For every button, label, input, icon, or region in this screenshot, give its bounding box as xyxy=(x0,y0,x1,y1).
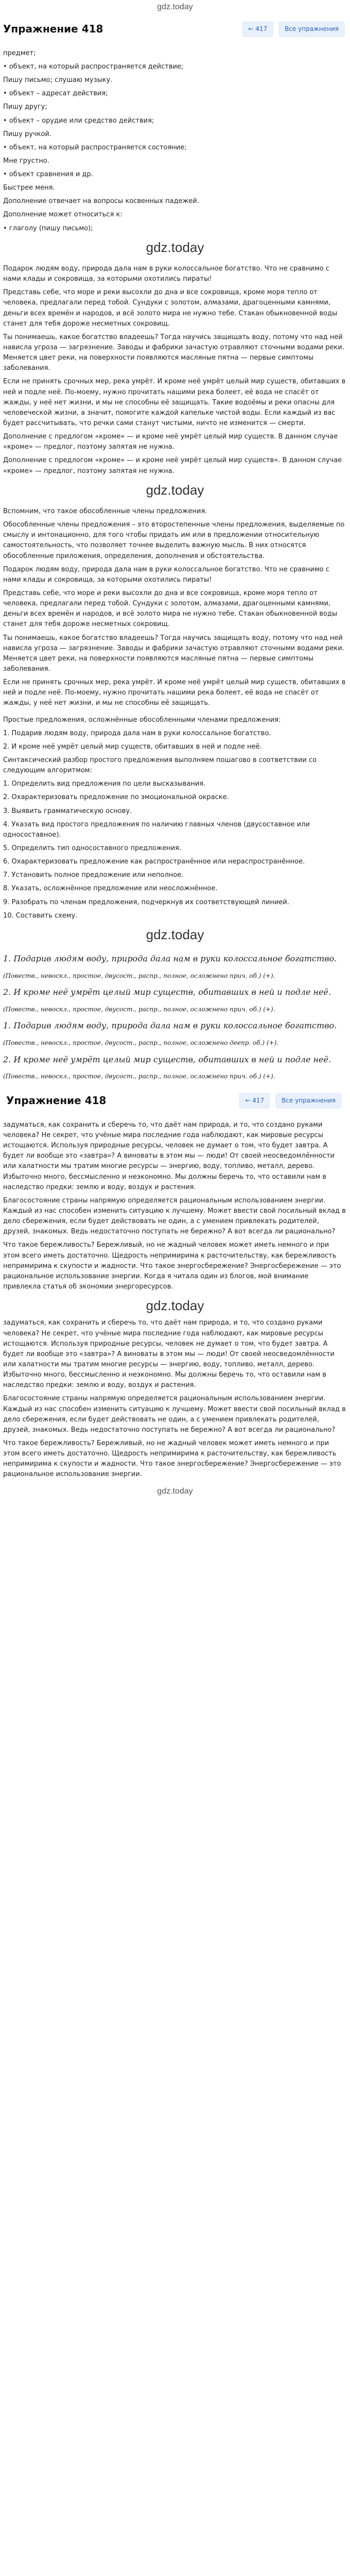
text-line: Синтаксический разбор простого предложения выполняем пошагово в соответствии со следующим алгоритмом: xyxy=(3,756,317,775)
exercise-header xyxy=(0,14,350,42)
paragraph: Представь себе, что море и реки высохли до дна и все сокровища, кроме моря тепло от человека, предлагали перед тобой. Сундуки с золотом, алмазами, драгоценными камнями, деньги всех времён и народов, и всё золото мира не нужно тебе. Стакан обыкновенной воды станет для тебя дороже несметных сокровищ. xyxy=(3,589,338,629)
text-line: Пишу ручкой. xyxy=(3,130,51,138)
paragraph: Ты понимаешь, какое богатство владеешь? Тогда научись защищать воду, потому что над ней нависла угроза — загрязнение. Заводы и фабрики зачастую отравляют сточными водами реки. Меняется цвет реки, на поверхности появляются масляные пятна — первые симптомы заболевания. xyxy=(3,333,344,372)
paragraph: Подарок людям воду, природа дала нам в руки колоссальное богатство. Что не сравнимо с нами клады и сокровища, за которыми охотились пираты! xyxy=(3,565,329,584)
hand-note: (Повеств., невоскл., простое, двусост., распр., полное, осложнено прич. об.) (+). xyxy=(3,1005,275,1013)
list-item: 6. Охарактеризовать предложение как распространённое или нераспространённое. xyxy=(3,858,305,866)
handwritten-analysis xyxy=(3,951,347,1082)
paragraphs-block xyxy=(3,264,347,477)
paragraph: Дополнение с предлогом «кроме» — и кроме неё умрёт целый мир существ». В данном случае «кроме» — предлог, поэтому запятая не нужна. xyxy=(3,456,342,475)
nav-group-repeat xyxy=(239,1093,342,1109)
list-item: 3. Выявить грамматическую основу. xyxy=(3,807,132,815)
hand-line: 1. Подарив людям воду, природа дала нам в руки колоссальное богатство. xyxy=(3,1021,337,1031)
paragraph: Ты понимаешь, какое богатство владеешь? Тогда научись защищать воду, потому что над ней нависла угроза — загрязнение. Заводы и фабрики зачастую отравляют сточными водами реки. Меняется цвет реки, на поверхности появляются масляные пятна — первые симптомы заболевания. xyxy=(3,634,344,673)
hand-note: (Повеств., невоскл., простое, двусост., распр., полное, осложнено деепр. об.) (+). xyxy=(3,1039,279,1046)
prev-exercise-button[interactable]: ← 417 xyxy=(242,21,273,37)
paragraph: Подарок людям воду, природа дала нам в руки колоссальное богатство. Что не сравнимо с нами клады и сокровища, за которыми охотились пираты! xyxy=(3,265,329,283)
closing-block xyxy=(3,1120,347,1480)
hand-note: (Повеств., невоскл., простое, двусост., распр., полное, осложнено прич. об.) (+). xyxy=(3,972,275,979)
section3 xyxy=(3,715,347,921)
top-watermark: gdz.today xyxy=(157,3,193,11)
hand-line: 1. Подарив людям воду, природа дала нам в руки колоссальное богатство. xyxy=(3,954,337,964)
paragraph: Благосостояние страны напрямую определяется рациональным использованием энергии. Каждый из нас способен изменить ситуацию к лучшему. Может ввести свой посильный вклад в дело сбережения, если будет действовать не один, а с умением привлекать родителей, друзей, знакомых. Ведь недостаточно поступать не бережно? А вот всегда ли рационально? xyxy=(3,1395,346,1434)
list-item: 1. Определить вид предложения по цели высказывания. xyxy=(3,780,206,788)
paragraph: Если не принять срочных мер, река умрёт. И кроме неё умрёт целый мир существ, обитавших в ней и подле неё. По-моему, нужно прочитать нашими река болеет, её вода не спасёт от жажды, у неё нет жизни, и мы не способны её защищать. xyxy=(3,679,346,707)
watermark: gdz.today xyxy=(146,926,204,942)
page-title-repeat: Упражнение 418 xyxy=(6,1094,107,1107)
list-item: 8. Указать, осложнённое предложение или неосложнённое. xyxy=(3,885,218,893)
list-item: 9. Разобрать по членам предложения, подчеркнув их соответствующей линией. xyxy=(3,898,290,906)
page-title: Упражнение 418 xyxy=(3,22,103,35)
watermark: gdz.today xyxy=(146,1298,204,1314)
prev-exercise-button[interactable]: ← 417 xyxy=(239,1093,270,1109)
watermark: gdz.today xyxy=(146,482,204,498)
list-item: 10. Составить схему. xyxy=(3,911,78,920)
main-content xyxy=(0,48,350,1480)
text-line: • объект – адресат действия; xyxy=(3,90,108,98)
hand-line: 2. И кроме неё умрёт целый мир существ, обитавших в ней и подле неё. xyxy=(3,1054,331,1064)
text-line: Дополнение может относиться к: xyxy=(3,211,122,219)
paragraph: Обособленные члены предложения – это второстепенные члены предложения, выделяемые по смыслу и интонационно, для того чтобы придать им или в предложении относительную самостоятельность, что позволяет точнее выделить важную мысль. В них относятся обособленные приложения, определения, дополнения и обстоятельства. xyxy=(3,521,345,560)
list-item: 5. Определить тип односоставного предложения. xyxy=(3,844,182,852)
paragraph: задуматься, как сохранить и сберечь то, что даёт нам природа, и то, что создано руками человека? Не секрет, что учёные мира последние года наблюдают, как мировые ресурсы истощаются. Используя природные ресурсы, человек не думает о том, что будет завтра. А будет ли вообще это «завтра»? А виноваты в этом мы — люди! От своей неосведомлённости или халатности мы тратим многие ресурсы — энергию, воду, топливо, металл, дерево. Избыточно много, бессмысленно и неэкономно. Мы должны беречь то, что оставили нам в наследство предки: землю и воду, воздух и растения. xyxy=(3,1121,335,1191)
paragraph: Что такое бережливость? Бережливый, но не жадный человек может иметь немного и при этом всего иметь достаточно. Щедрость непримирима к расточительству, как бережливость непримирима к скупости и жадности. Что такое энергосбережение? Энергосбережение — это рациональное использование энергии. Когда я читала один из блогов, мой внимание привлекла статья об экономии энергоресурсов. xyxy=(3,1241,341,1291)
text-line: • глаголу (пишу письмо); xyxy=(3,224,93,232)
all-exercises-button[interactable]: Все упражнения xyxy=(275,1093,342,1109)
list-item: 2. Охарактеризовать предложение по эмоциональной окраске. xyxy=(3,793,229,802)
text-line: Простые предложения, осложнённые обособленными членами предложения: xyxy=(3,716,281,724)
list-item: 4. Указать вид простого предложения по наличию главных членов (двусоставное или односоставное). xyxy=(3,820,310,839)
section-title: Вспомним, что такое обособленные члены предложения. xyxy=(3,507,207,516)
nav-group xyxy=(242,21,345,37)
paragraph: Представь себе, что море и реки высохли до дна и все сокровища, кроме моря тепло от человека, предлагали перед тобой. Сундуки с золотом, алмазами, драгоценными камнями, деньги всех времён и народов, и всё золото мира не нужно тебе. Стакан обыкновенной воды станет для тебя дороже несметных сокровищ. xyxy=(3,289,338,328)
watermark: gdz.today xyxy=(146,239,204,255)
text-line: • объект, на который распространяется действие; xyxy=(3,62,184,71)
text-line: Быстрее меня. xyxy=(3,184,55,192)
part1 xyxy=(3,48,347,234)
text-line: • объект – орудие или средство действия; xyxy=(3,116,154,125)
paragraph: задуматься, как сохранить и сберечь то, что даёт нам природа, и то, что создано руками человека? Не секрет, что учёные мира последние года наблюдают, как мировые ресурсы истощаются. Используя природные ресурсы, человек не думает о том, что будет завтра. А будет ли вообще это «завтра»? А виноваты в этом мы — люди! От своей неосведомлённости или халатности мы тратим многие ресурсы — энергию, воду, топливо, металл, дерево. Избыточно много, бессмысленно и неэкономно. Мы должны беречь то, что оставили нам в наследство предки: землю и воду, воздух и растения. xyxy=(3,1319,335,1389)
all-exercises-button[interactable]: Все упражнения xyxy=(278,21,345,37)
text-line: 1. Подарив людям воду, природа дала нам в руки колоссальное богатство. xyxy=(3,729,271,737)
paragraph: Если не принять срочных мер, река умрёт. И кроме неё умрёт целый мир существ, обитавших в ней и подле неё. По-моему, нужно прочитать нашими река болеет, её вода не спасёт от жажды, у неё нет жизни, и мы не способны её защищать. Такие водоёмы и реки опасны для человеческой жизни, а значит, помогите каждой капельке чистой воды. Если каждый из вас будет рассчитывать, что речки сами станут чистыми, ничто не изменится — смерти. xyxy=(3,378,346,428)
text-line: • объект сравнения и др. xyxy=(3,171,93,179)
paragraph: Благосостояние страны напрямую определяется рациональным использованием энергии. Каждый из нас способен изменить ситуацию к лучшему. Может ввести свой посильный вклад в дело сбережения, если будет действовать не один, а с умением привлекать родителей, друзей, знакомых. Ведь недостаточно поступать не бережно? А вот всегда ли рационально? xyxy=(3,1196,346,1236)
text-line: • объект, на который распространяется состояние; xyxy=(3,143,187,151)
exercise-header-repeat xyxy=(3,1086,347,1114)
text-line: предмет; xyxy=(3,49,36,57)
text-line: 2. И кроме неё умрёт целый мир существ, обитавших в ней и подле неё. xyxy=(3,742,262,751)
paragraph: Дополнение с предлогом «кроме» — и кроме неё умрёт целый мир существ. В данном случае «кроме» — предлог, поэтому запятая не нужна. xyxy=(3,433,338,451)
text-line: Мне грустно. xyxy=(3,157,49,165)
bottom-watermark: gdz.today xyxy=(157,1486,193,1496)
hand-line: 2. И кроме неё умрёт целый мир существ, обитавших в ней и подле неё. xyxy=(3,987,331,997)
list-item: 7. Установить полное предложение или неполное. xyxy=(3,871,184,879)
text-line: Пишу другу; xyxy=(3,103,47,111)
hand-note: (Повеств., невоскл., простое, двусост., распр., полное, осложнено прич. об.) (+). xyxy=(3,1073,275,1080)
section2 xyxy=(3,506,347,709)
paragraph: Что такое бережливость? Бережливый, но не жадный человек может иметь немного и при этом всего иметь достаточно. Щедрость непримирима к расточительству, как бережливость непримирима к скупости и жадности. Что такое энергосбережение? Энергосбережение — это рациональное использование энергии. xyxy=(3,1439,341,1479)
text-line: Дополнение отвечает на вопросы косвенных падежей. xyxy=(3,197,199,206)
text-line: Пишу письмо; слушаю музыку. xyxy=(3,76,113,84)
